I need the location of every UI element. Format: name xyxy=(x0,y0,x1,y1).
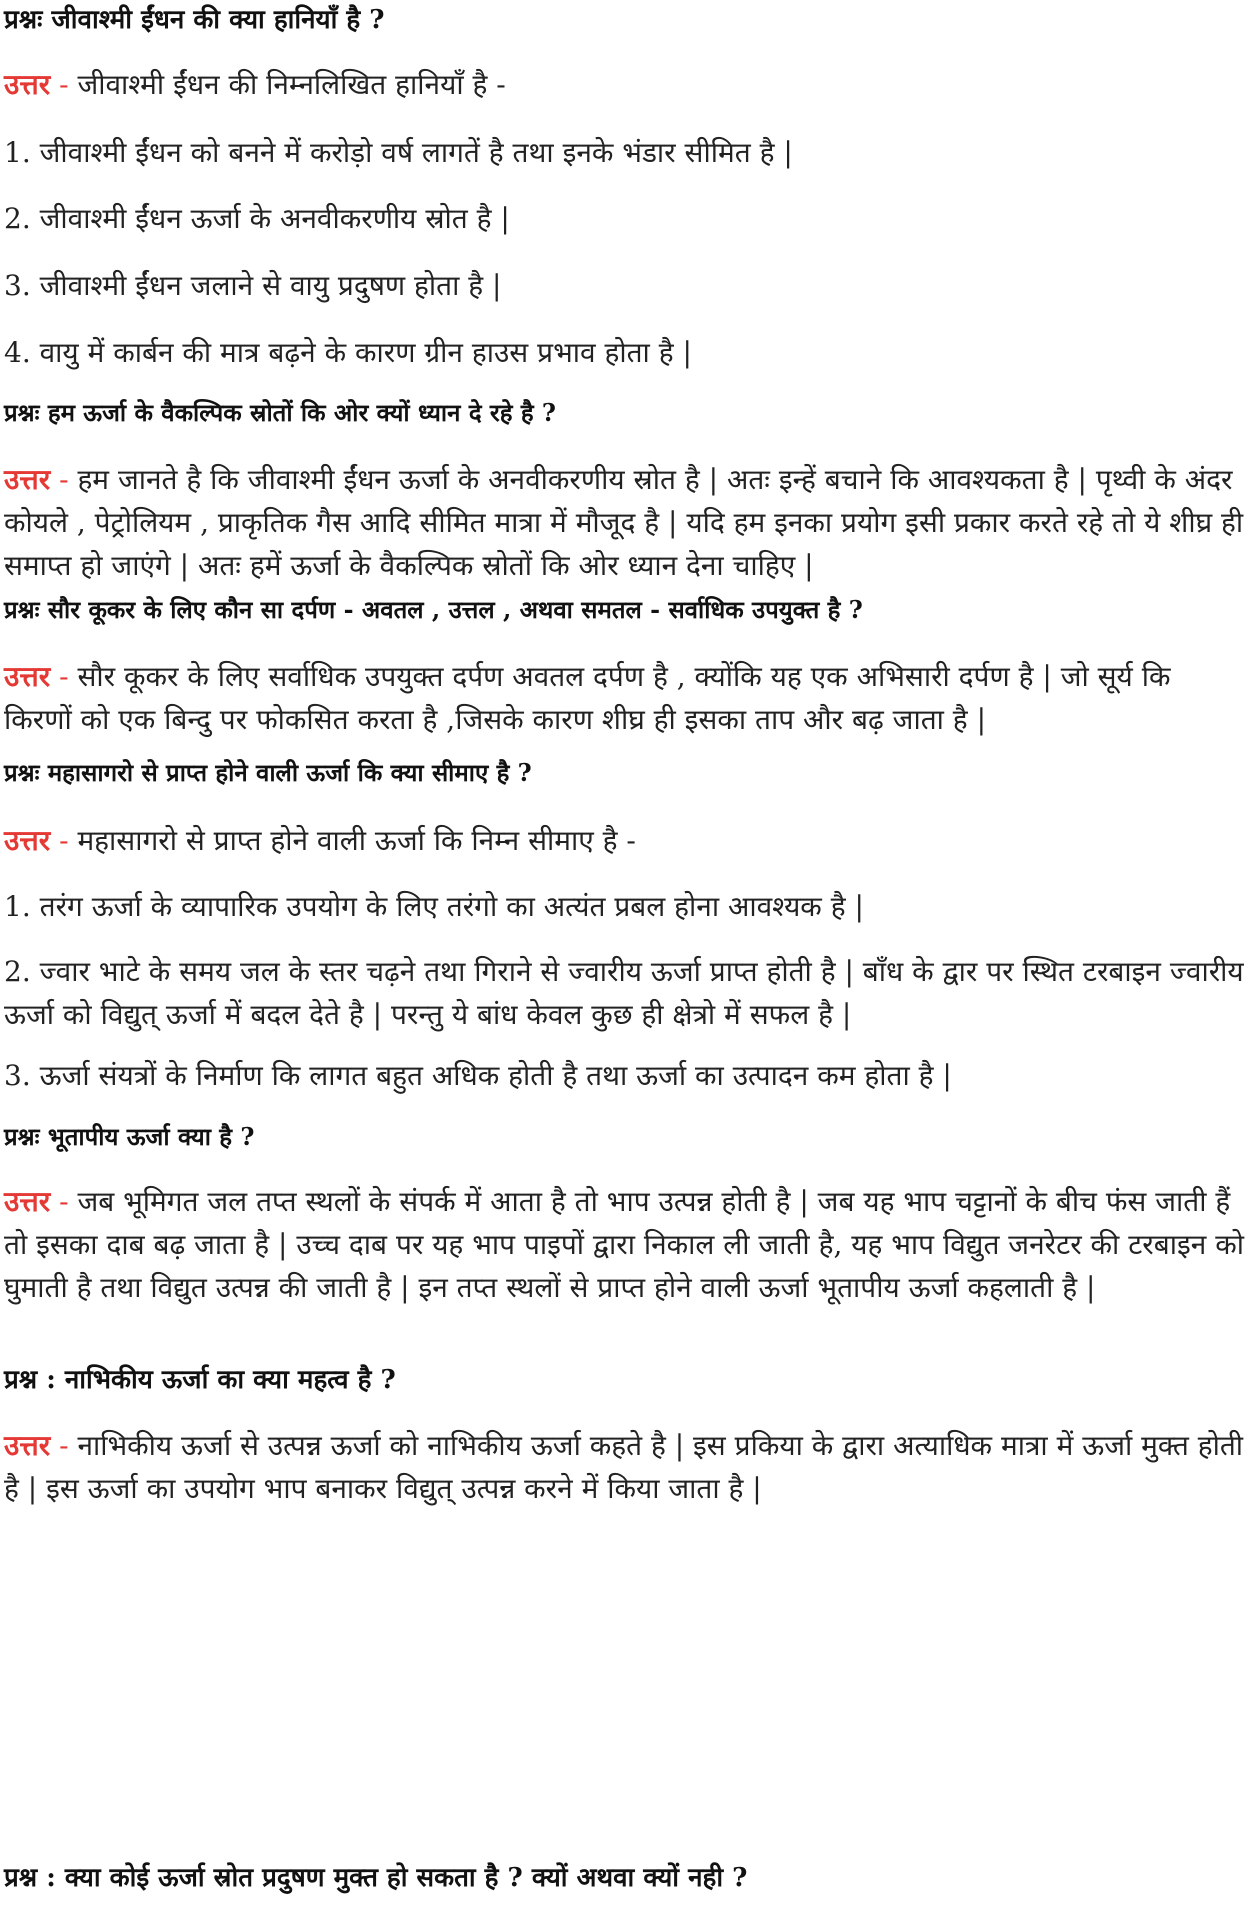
answer-label: उत्तर xyxy=(4,68,51,101)
answer-4-point-1: 1. तरंग ऊर्जा के व्यापारिक उपयोग के लिए तरंगो का अत्यंत प्रबल होना आवश्यक है | xyxy=(4,890,864,923)
question-3: प्रश्नः सौर कूकर के लिए कौन सा दर्पण - अवतल , उत्तल , अथवा समतल - सर्वाधिक उपयुक्त है ? xyxy=(4,595,863,624)
answer-2 xyxy=(4,458,1246,587)
question-4: प्रश्नः महासागरो से प्राप्त होने वाली ऊर्जा कि क्या सीमाए है ? xyxy=(4,758,532,787)
answer-4-point-3: 3. ऊर्जा संयत्रों के निर्माण कि लागत बहुत अधिक होती है तथा ऊर्जा का उत्पादन कम होता है | xyxy=(4,1059,952,1092)
question-7: प्रश्न : क्या कोई ऊर्जा स्रोत प्रदुषण मुक्त हो सकता है ? क्यों अथवा क्यों नही ? xyxy=(4,1863,748,1893)
answer-dash: - xyxy=(59,68,69,101)
answer-2-text: हम जानते है कि जीवाश्मी ईंधन ऊर्जा के अनवीकरणीय स्रोत है | अतः इन्हें बचाने कि आवश्यकता है | पृथ्वी के अंदर कोयले , पेट्रोलियम , प्राकृतिक गैस आदि सीमित मात्रा में मौजूद है | यदि हम इनका प्रयोग इसी प्रकार करते रहे तो ये शीघ्र ही समाप्त हो जाएंगे | अतः हमें ऊर्जा के वैकल्पिक स्रोतों कि ओर ध्यान देना चाहिए | xyxy=(4,463,1244,582)
answer-5-text: जब भूमिगत जल तप्त स्थलों के संपर्क में आता है तो भाप उत्पन्न होती है | जब यह भाप चट्टानों के बीच फंस जाती हैं तो इसका दाब बढ़ जाता है | उच्च दाब पर यह भाप पाइपों द्वारा निकाल ली जाती है, यह भाप विद्युत जनरेटर की टरबाइन को घुमाती है तथा विद्युत उत्पन्न की जाती है | इन तप्त स्थलों से प्राप्त होने वाली ऊर्जा भूतापीय ऊर्जा कहलाती है | xyxy=(4,1185,1244,1304)
question-2: प्रश्नः हम ऊर्जा के वैकल्पिक स्रोतों कि ओर क्यों ध्यान दे रहे है ? xyxy=(4,398,556,427)
answer-1-point-3: 3. जीवाश्मी ईंधन जलाने से वायु प्रदुषण होता है | xyxy=(4,269,502,302)
answer-4-intro-text: महासागरो से प्राप्त होने वाली ऊर्जा कि निम्न सीमाए है - xyxy=(77,824,636,857)
answer-3-text: सौर कूकर के लिए सर्वाधिक उपयुक्त दर्पण अवतल दर्पण है , क्योंकि यह एक अभिसारी दर्पण है | जो सूर्य कि किरणों को एक बिन्दु पर फोकसित करता है ,जिसके कारण शीघ्र ही इसका ताप और बढ़ जाता है | xyxy=(4,660,1171,736)
answer-label: उत्तर xyxy=(4,463,51,496)
answer-4-point-2: 2. ज्वार भाटे के समय जल के स्तर चढ़ने तथा गिराने से ज्वारीय ऊर्जा प्राप्त होती है | बाँध के द्वार पर स्थित टरबाइन ज्वारीय ऊर्जा को विद्युत् ऊर्जा में बदल देते है | परन्तु ये बांध केवल कुछ ही क्षेत्रो में सफल है | xyxy=(4,955,1244,1031)
answer-1-intro xyxy=(4,63,1246,106)
answer-label: उत्तर xyxy=(4,660,51,693)
answer-1-intro-text: जीवाश्मी ईंधन की निम्नलिखित हानियाँ है - xyxy=(77,68,506,101)
answer-dash: - xyxy=(59,463,69,496)
answer-1-point-4: 4. वायु में कार्बन की मात्र बढ़ने के कारण ग्रीन हाउस प्रभाव होता है | xyxy=(4,336,692,369)
answer-1-point-1: 1. जीवाश्मी ईंधन को बनने में करोड़ो वर्ष लागतें है तथा इनके भंडार सीमित है | xyxy=(4,136,793,169)
answer-6 xyxy=(4,1424,1246,1510)
answer-4-intro xyxy=(4,819,1246,862)
answer-1-point-2: 2. जीवाश्मी ईंधन ऊर्जा के अनवीकरणीय स्रोत है | xyxy=(4,202,510,235)
answer-label: उत्तर xyxy=(4,1185,51,1218)
answer-dash: - xyxy=(59,1185,69,1218)
answer-3 xyxy=(4,655,1246,741)
answer-label: उत्तर xyxy=(4,1429,51,1462)
question-6: प्रश्न : नाभिकीय ऊर्जा का क्या महत्व है ? xyxy=(4,1365,396,1395)
question-5: प्रश्नः भूतापीय ऊर्जा क्या है ? xyxy=(4,1122,255,1151)
answer-label: उत्तर xyxy=(4,824,51,857)
answer-dash: - xyxy=(59,1429,69,1462)
answer-dash: - xyxy=(59,660,69,693)
answer-6-text: नाभिकीय ऊर्जा से उत्पन्न ऊर्जा को नाभिकीय ऊर्जा कहते है | इस प्रकिया के द्वारा अत्याधिक मात्रा में ऊर्जा मुक्त होती है | इस ऊर्जा का उपयोग भाप बनाकर विद्युत् उत्पन्न करने में किया जाता है | xyxy=(4,1429,1244,1505)
question-1: प्रश्नः जीवाश्मी ईंधन की क्या हानियाँ है ? xyxy=(4,5,385,35)
answer-dash: - xyxy=(59,824,69,857)
answer-5 xyxy=(4,1180,1246,1309)
